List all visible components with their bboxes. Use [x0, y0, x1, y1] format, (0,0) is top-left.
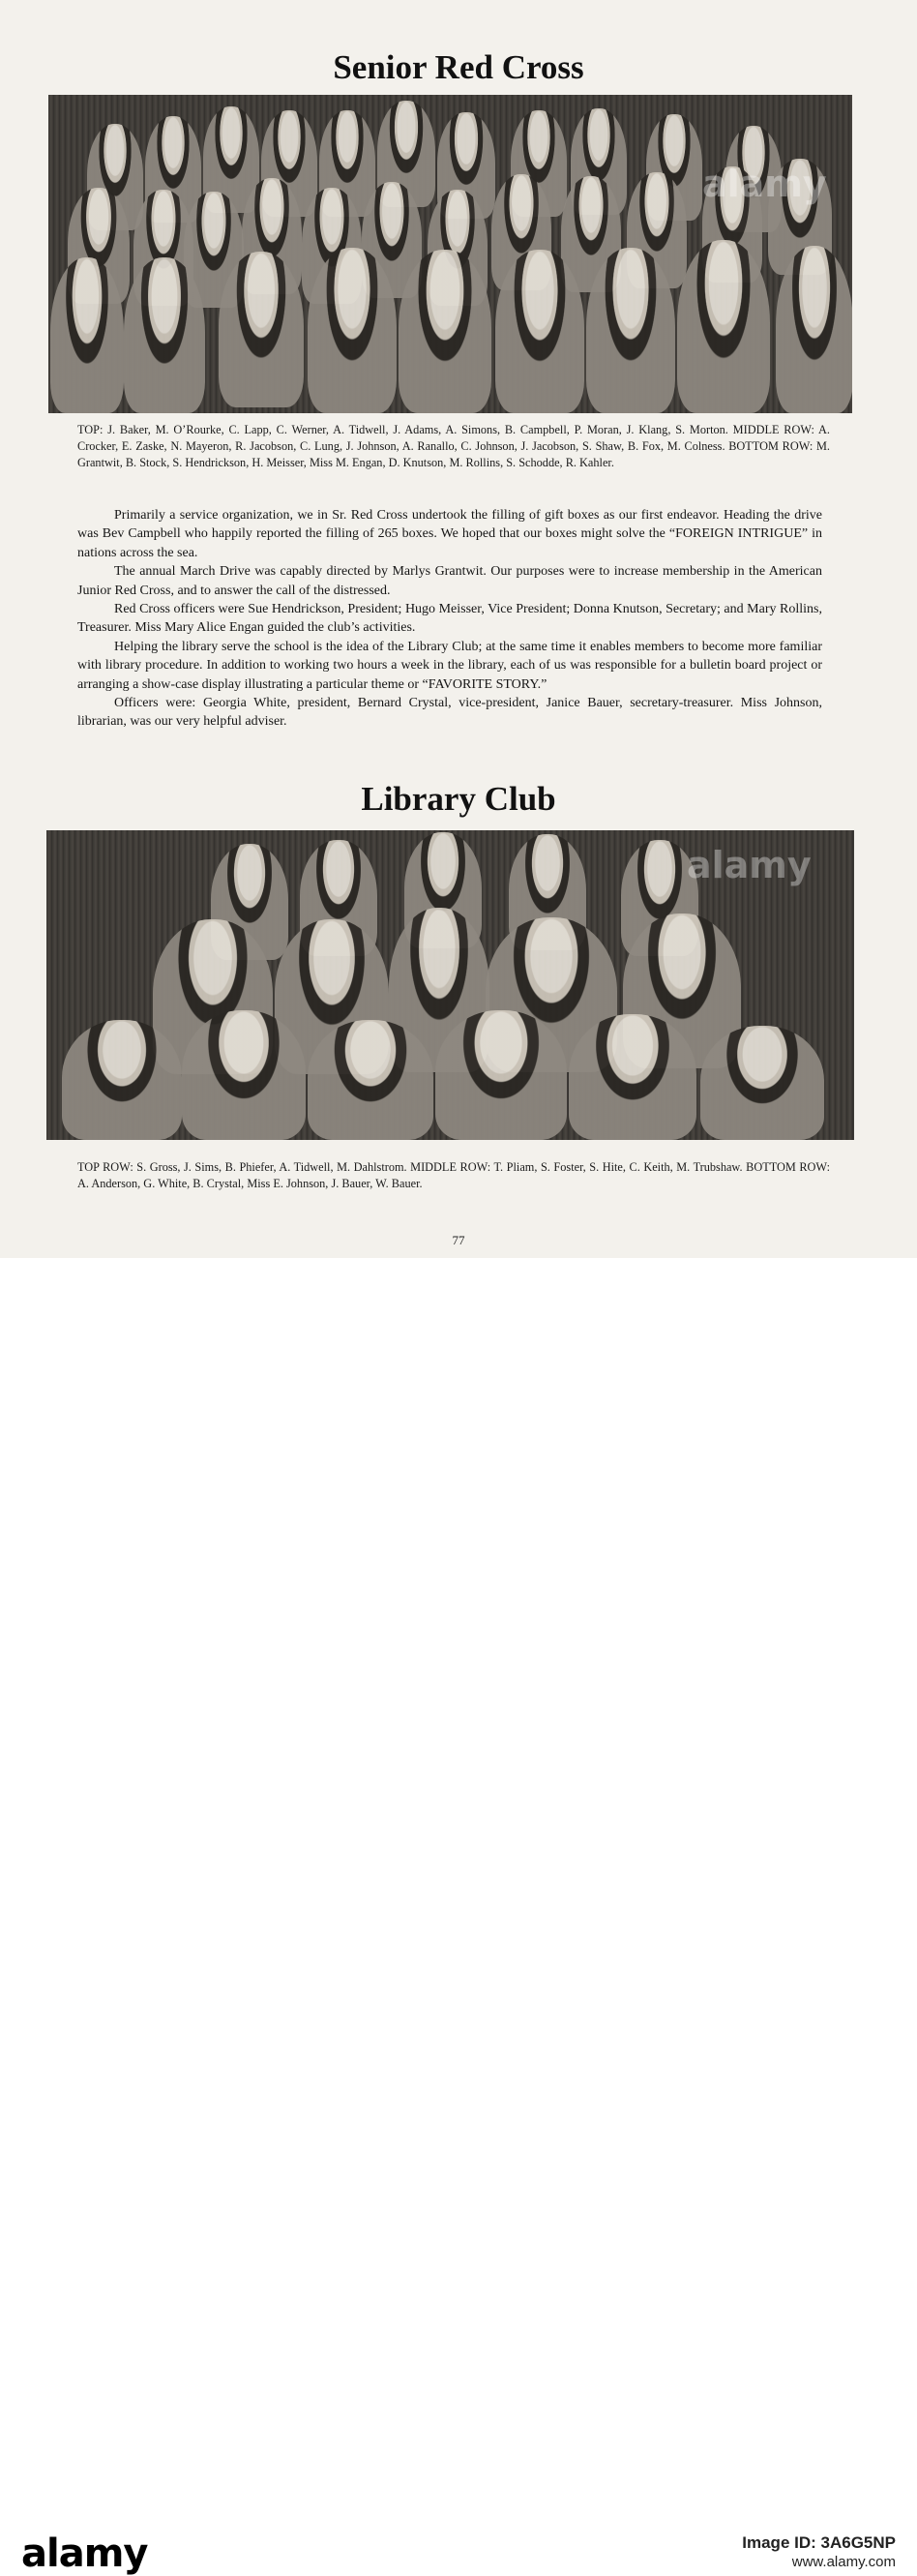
- person-figure: [62, 1020, 182, 1140]
- person-figure: [677, 240, 770, 413]
- alamy-logo: alamy: [21, 2531, 148, 2576]
- yearbook-page: [0, 0, 917, 1258]
- body-paragraph: Officers were: Georgia White, president, Bernard Crystal, vice-president, Janice Bauer, secretary-treasurer. Miss Johnson, librarian, was our very helpful adviser.: [77, 696, 822, 730]
- site-url: www.alamy.com: [791, 2554, 896, 2570]
- person-figure: [569, 1014, 696, 1140]
- body-paragraph: Helping the library serve the school is the idea of the Library Club; at the same time it enables members to become more familiar with library procedure. In addition to working two hours a week in the library, each of us was responsible for a bulletin board project or arranging a show-case display illustrating a particular theme or “FAVORITE STORY.”: [77, 639, 822, 692]
- library-club-photo: [46, 830, 854, 1140]
- person-figure: [776, 246, 852, 413]
- person-figure: [399, 250, 491, 413]
- article-body: [77, 506, 822, 732]
- person-figure: [308, 248, 397, 413]
- person-figure: [495, 250, 584, 413]
- person-figure: [435, 1010, 567, 1140]
- person-figure: [219, 252, 304, 407]
- library-club-caption: TOP ROW: S. Gross, J. Sims, B. Phiefer, A. Tidwell, M. Dahlstrom. MIDDLE ROW: T. Pliam, S. Foster, S. Hite, C. Keith, M. Trubshaw. BOTTOM ROW: A. Anderson, G. White, B. Crystal, Miss E. Johnson, J. Bauer, W. Bauer.: [77, 1160, 830, 1190]
- body-paragraph: Red Cross officers were Sue Hendrickson, President; Hugo Meisser, Vice President; Donna Knutson, Secretary; and Mary Rollins, Treasurer. Miss Mary Alice Engan guided the club’s activities.: [77, 602, 822, 636]
- page-number: 77: [452, 1233, 465, 1247]
- image-id: Image ID: 3A6G5NP: [742, 2533, 896, 2552]
- library-club-title: Library Club: [361, 780, 556, 818]
- stock-info: [742, 2533, 896, 2572]
- person-figure: [182, 1010, 306, 1140]
- person-figure: [700, 1026, 824, 1140]
- body-paragraph: The annual March Drive was capably directed by Marlys Grantwit. Our purposes were to increase membership in the American Junior Red Cross, and to answer the call of the distressed.: [77, 564, 822, 598]
- person-figure: [124, 257, 205, 413]
- senior-red-cross-title: Senior Red Cross: [333, 48, 584, 86]
- body-paragraph: Primarily a service organization, we in Sr. Red Cross undertook the filling of gift boxes as our first endeavor. Heading the drive was Bev Campbell who happily reported the filling of 265 boxes. We hoped that our boxes might solve the “FOREIGN INTRIGUE” in nations across the sea.: [77, 508, 822, 560]
- person-figure: [586, 248, 675, 413]
- alamy-watermark: alamy: [687, 844, 812, 886]
- stock-footer: [0, 1258, 917, 2576]
- senior-red-cross-photo: [48, 95, 852, 413]
- person-figure: [308, 1020, 433, 1140]
- person-figure: [50, 257, 124, 413]
- alamy-watermark: alamy: [702, 163, 827, 205]
- senior-red-cross-caption: TOP: J. Baker, M. O’Rourke, C. Lapp, C. Werner, A. Tidwell, J. Adams, A. Simons, B. Campbell, P. Moran, J. Klang, S. Morton. MIDDLE ROW: A. Crocker, E. Zaske, N. Mayeron, R. Jacobson, C. Lung, J. Johnson, A. Ranallo, C. Johnson, J. Jacobson, S. Shaw, B. Fox, M. Colness. BOTTOM ROW: M. Grantwit, B. Stock, S. Hendrickson, H. Meisser, Miss M. Engan, D. Knutson, M. Rollins, S. Schodde, R. Kahler.: [77, 423, 830, 469]
